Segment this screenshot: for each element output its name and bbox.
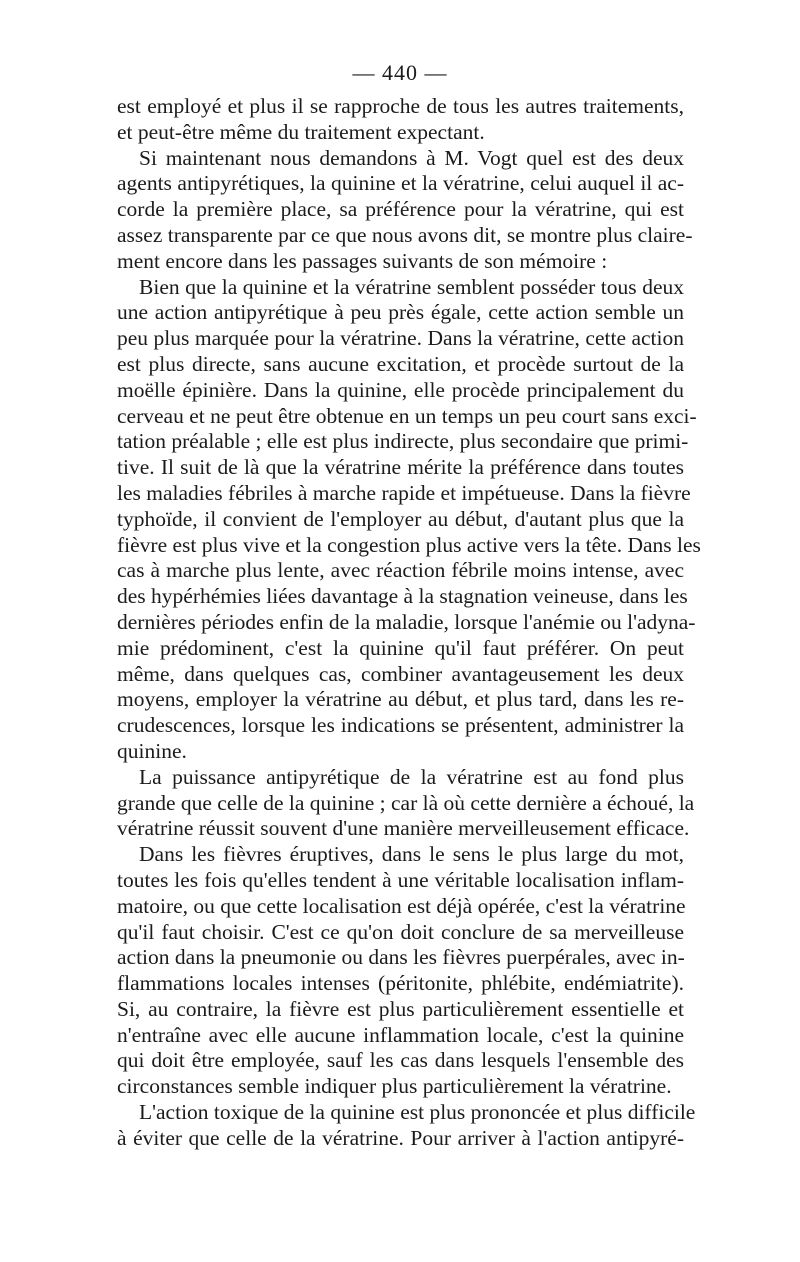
text-line: tation préalable ; elle est plus indirecte, plus secondaire que primi-: [117, 429, 689, 454]
text-line: ment encore dans les passages suivants de son mémoire :: [117, 248, 608, 273]
text-line: mie prédominent, c'est la quinine qu'il faut préférer. On peut: [117, 635, 684, 660]
text-line: qu'il faut choisir. C'est ce qu'on doit conclure de sa merveilleuse: [117, 919, 684, 944]
text-line: des hypérhémies liées davantage à la stagnation veineuse, dans les: [117, 584, 688, 609]
text-line: et peut-être même du traitement expectant.: [117, 119, 485, 144]
text-line: vératrine réussit souvent d'une manière merveilleusement efficace.: [117, 816, 690, 841]
paragraph: [117, 842, 684, 1100]
text-line: dernières périodes enfin de la maladie, lorsque l'anémie ou l'adyna-: [117, 609, 696, 634]
text-line: les maladies fébriles à marche rapide et impétueuse. Dans la fièvre: [117, 480, 691, 505]
text-line: qui doit être employée, sauf les cas dans lesquels l'ensemble des: [117, 1048, 684, 1073]
paragraph: [117, 94, 684, 146]
text-line: n'entraîne avec elle aucune inflammation locale, c'est la quinine: [117, 1022, 684, 1047]
text-line: agents antipyrétiques, la quinine et la vératrine, celui auquel il ac-: [117, 171, 684, 196]
text-line: même, dans quelques cas, combiner avantageusement les deux: [117, 661, 684, 686]
text-line: L'action toxique de la quinine est plus prononcée et plus difficile: [139, 1100, 696, 1125]
text-line: flammations locales intenses (péritonite, phlébite, endémiatrite).: [117, 971, 684, 996]
text-line: matoire, ou que cette localisation est déjà opérée, c'est la vératrine: [117, 893, 686, 918]
text-line: moyens, employer la vératrine au début, et plus tard, dans les re-: [117, 687, 684, 712]
text-line: quinine.: [117, 738, 187, 763]
text-line: cas à marche plus lente, avec réaction fébrile moins intense, avec: [117, 558, 684, 583]
body-text: [117, 94, 701, 1152]
text-line: est plus directe, sans aucune excitation, et procède surtout de la: [117, 351, 684, 376]
text-line: circonstances semble indiquer plus particulièrement la vératrine.: [117, 1074, 672, 1099]
text-line: fièvre est plus vive et la congestion plus active vers la tête. Dans les: [117, 532, 701, 557]
text-line: typhoïde, il convient de l'employer au début, d'autant plus que la: [117, 506, 684, 531]
text-line: assez transparente par ce que nous avons dit, se montre plus claire-: [117, 222, 693, 247]
paragraph: [117, 145, 693, 275]
text-line: tive. Il suit de là que la vératrine mérite la préférence dans toutes: [117, 455, 684, 480]
text-line: Dans les fièvres éruptives, dans le sens le plus large du mot,: [139, 842, 684, 867]
text-line: toutes les fois qu'elles tendent à une véritable localisation inflam-: [117, 867, 684, 892]
text-line: action dans la pneumonie ou dans les fièvres puerpérales, avec in-: [117, 945, 685, 970]
text-line: Bien que la quinine et la vératrine semblent posséder tous deux: [139, 274, 684, 299]
text-line: corde la première place, sa préférence pour la vératrine, qui est: [117, 197, 684, 222]
text-line: crudescences, lorsque les indications se présentent, administrer la: [117, 713, 684, 738]
text-line: Si, au contraire, la fièvre est plus particulièrement essentielle et: [117, 996, 684, 1021]
paragraph: [117, 764, 695, 842]
text-line: grande que celle de la quinine ; car là où cette dernière a échoué, la: [117, 790, 695, 815]
text-line: Si maintenant nous demandons à M. Vogt quel est des deux: [139, 145, 684, 170]
text-line: est employé et plus il se rapproche de tous les autres traitements,: [117, 94, 684, 118]
text-line: une action antipyrétique à peu près égale, cette action semble un: [117, 300, 684, 325]
text-line: à éviter que celle de la vératrine. Pour arriver à l'action antipyré-: [117, 1125, 684, 1150]
paragraph: [117, 274, 701, 765]
text-line: moëlle épinière. Dans la quinine, elle procède principalement du: [117, 377, 684, 402]
text-line: La puissance antipyrétique de la vératrine est au fond plus: [139, 764, 684, 789]
text-line: cerveau et ne peut être obtenue en un temps un peu court sans exci-: [117, 403, 697, 428]
paragraph: [117, 1100, 696, 1152]
text-line: peu plus marquée pour la vératrine. Dans la vératrine, cette action: [117, 326, 684, 351]
page-number: — 440 —: [352, 60, 448, 85]
